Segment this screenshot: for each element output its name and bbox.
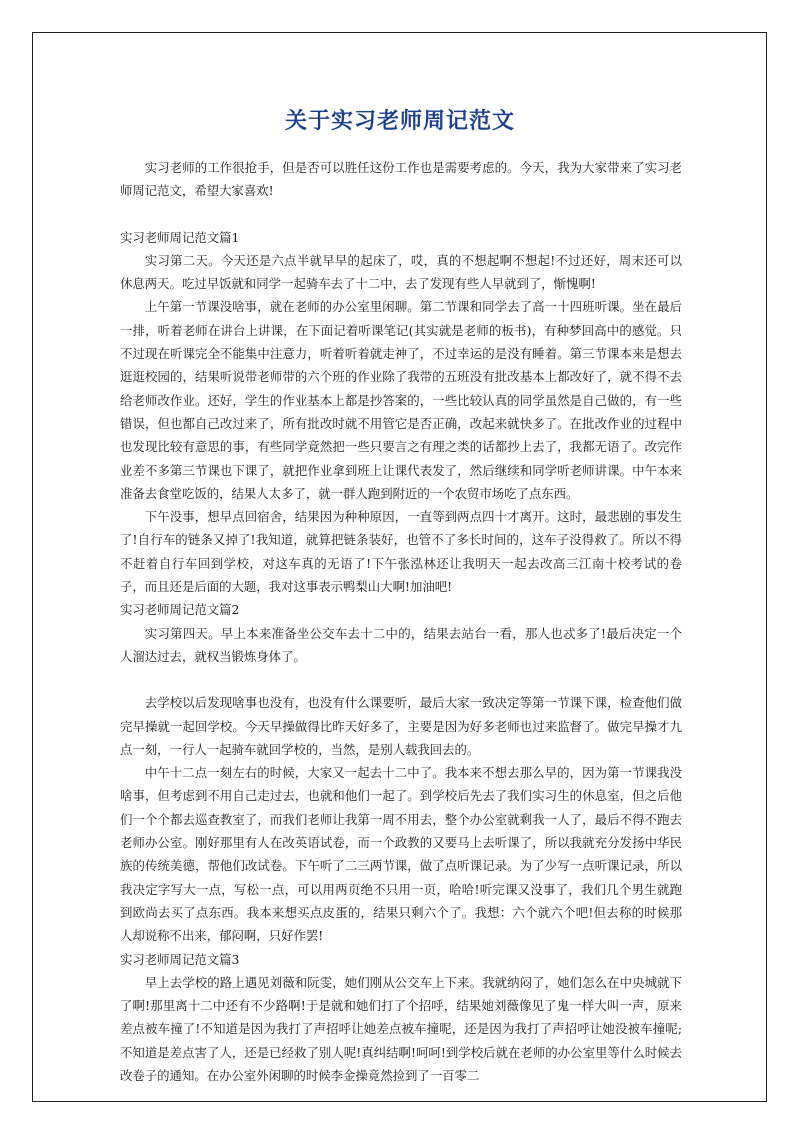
paragraph: 中午十二点一刻左右的时候，大家又一起去十二中了。我本来不想去那么早的，因为第一节课我没啥事，但考虑到不用自己走过去，也就和他们一起了。到学校后先去了我们实习生的休息室，但之后他们一个个都去巡查教室了，而我们老师让我第一周不用去，整个办公室就剩我一人了，最后不得不跑去老师办公室。刚好那里有人在改英语试卷，而一个政教的又要马上去听课了，所以我就充分发扬中华民族的传统美德，帮他们改试卷。下午听了二三两节课，做了点听课记录。为了少写一点听课记录，所以我决定字写大一点，写松一点，可以用两页绝不只用一页，哈哈!听完课又没事了，我们几个男生就跑到欧尚去买了点东西。我本来想买点皮蛋的，结果只剩六个了。我想：六个就六个吧!但去称的时候那人却说称不出来，郁闷啊，只好作罢! — [120, 765, 682, 944]
intro-paragraph: 实习老师的工作很抢手，但是否可以胜任这份工作也是需要考虑的。今天，我为大家带来了实习老师周记范文，希望大家喜欢! — [120, 160, 682, 199]
paragraph: 上午第一节课没啥事，就在老师的办公室里闲聊。第二节课和同学去了高一十四班听课。坐在最后一排，听着老师在讲台上讲课，在下面记着听课笔记(其实就是老师的板书)，有种梦回高中的感觉。只不过现在听课完全不能集中注意力，听着听着就走神了，不过幸运的是没有睡着。第三节课本来是想去逛逛校园的，结果听说带老师带的六个班的作业除了我带的五班没有批改基本上都改好了，就不得不去给老师改作业。还好，学生的作业基本上都是抄答案的，一些比较认真的同学虽然是自己做的，有一些错误，但也都自己改过来了，所有批改时就不用管它是否正确，改起来就快多了。在批改作业的过程中也发现比较有意思的事，有些同学竟然把一些只要言之有理之类的话都抄上去了，我都无语了。改完作业差不多第三节课也下课了，就把作业拿到班上让课代表发了，然后继续和同学听老师讲课。中午本来准备去食堂吃饭的，结果人太多了，就一群人跑到附近的一个农贸市场吃了点东西。 — [120, 299, 682, 501]
document-body — [120, 156, 682, 1087]
document-title: 关于实习老师周记范文 — [284, 108, 515, 134]
section-heading-1: 实习老师周记范文篇1 — [120, 229, 240, 245]
paragraph: 实习第四天。早上本来准备坐公交车去十二中的，结果去站台一看，那人也忒多了!最后决定一个人溜达过去，就权当锻炼身体了。 — [120, 625, 682, 664]
paragraph: 早上去学校的路上遇见刘薇和阮雯，她们刚从公交车上下来。我就纳闷了，她们怎么在中央城就下了啊!那里离十二中还有不少路啊!于是就和她们打了个招呼，结果她刘薇像见了鬼一样大叫一声，原来差点被车撞了!不知道是因为我打了声招呼让她差点被车撞呢，还是因为我打了声招呼让她没被车撞呢;不知道是差点害了人，还是已经救了别人呢!真纠结啊!呵呵!到学校后就在老师的办公室里等什么时候去改卷子的通知。在办公室外闲聊的时候李金操竟然捡到了一百零二 — [120, 974, 682, 1083]
paragraph: 下午没事，想早点回宿舍，结果因为种种原因，一直等到两点四十才离开。这时，最悲剧的事发生了!自行车的链条又掉了!我知道，就算把链条装好，也管不了多长时间的，这车子没得救了。所以不得不赶着自行车回到学校，对这车真的无语了!下午张泓林还让我明天一起去改高三江南十校考试的卷子，而且还是后面的大题，我对这事表示鸭梨山大啊!加油吧! — [120, 509, 682, 595]
paragraph: 实习第二天。今天还是六点半就早早的起床了，哎，真的不想起啊不想起!不过还好，周末还可以休息两天。吃过早饭就和同学一起骑车去了十二中，去了发现有些人早就到了，惭愧啊! — [120, 252, 682, 292]
section-heading-3: 实习老师周记范文篇3 — [120, 951, 240, 967]
section-heading-2: 实习老师周记范文篇2 — [120, 602, 240, 618]
paragraph: 去学校以后发现啥事也没有，也没有什么课要听，最后大家一致决定等第一节课下课，检查他们做完早操就一起回学校。今天早操做得比昨天好多了，主要是因为好多老师也过来监督了。做完早操才九点一刻，一行人一起骑车就回学校的，当然，是别人载我回去的。 — [120, 695, 682, 757]
